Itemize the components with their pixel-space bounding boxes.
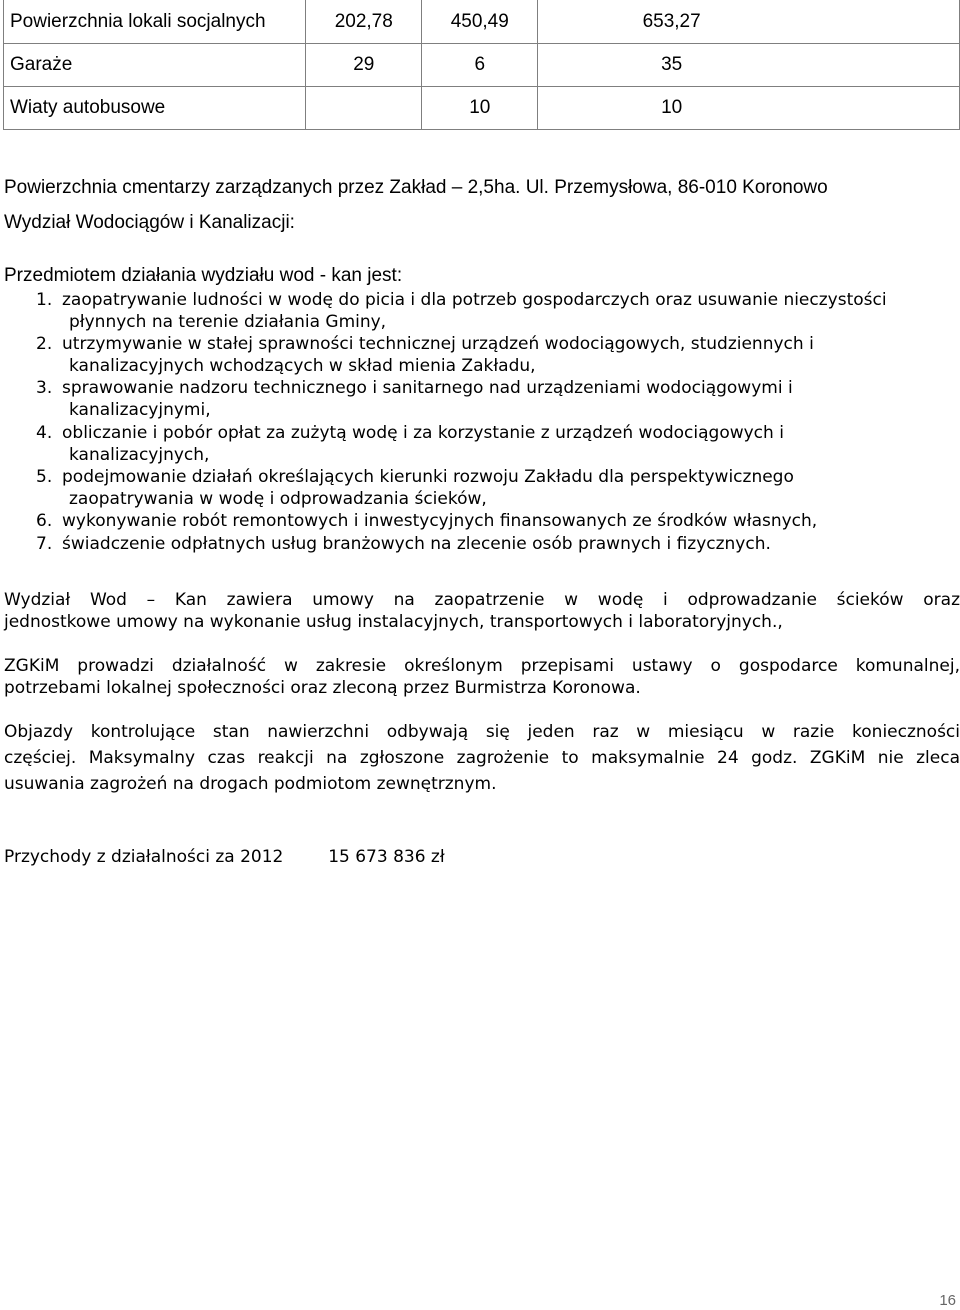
table-cell-value: 450,49 [422, 0, 538, 44]
table-cell-value: 35 [538, 44, 960, 87]
wodkan-paragraph-line: jednostkowe umowy na wykonanie usług instalacyjnych, transportowych i laboratoryjnych., [4, 612, 783, 632]
list-item-text: podejmowanie działań określających kierunki rozwoju Zakładu dla perspektywicznego [62, 467, 794, 487]
list-item-text: zaopatrywanie ludności w wodę do picia i dla potrzeb gospodarczych oraz usuwanie nieczystości [62, 290, 887, 310]
zgkim-paragraph-line: potrzebami lokalnej społeczności oraz zleconą przez Burmistrza Koronowa. [4, 678, 641, 698]
list-item-text: utrzymywanie w stałej sprawności technicznej urządzeń wodociągowych, studziennych i [62, 334, 814, 354]
scope-intro: Przedmiotem działania wydziału wod - kan jest: [4, 265, 403, 286]
table-cell-value: 653,27 [538, 0, 960, 44]
table-cell-value: 10 [538, 87, 960, 130]
table-cell-value: 6 [422, 44, 538, 87]
page-number: 16 [939, 1292, 956, 1309]
list-item-number: 1. [36, 290, 53, 310]
list-item-text-continued: kanalizacyjnych wchodzących w skład mienia Zakładu, [69, 356, 536, 376]
table-cell-value: 10 [422, 87, 538, 130]
table-cell-name: Powierzchnia lokali socjalnych [4, 0, 306, 44]
table-row [4, 0, 960, 44]
objazdy-paragraph-line: Objazdy kontrolujące stan nawierzchni odbywają się jeden raz w miesiącu w razie konieczności [4, 722, 960, 742]
list-item-number: 3. [36, 378, 53, 398]
list-item-text-continued: zaopatrywania w wodę i odprowadzania ścieków, [69, 489, 487, 509]
table-cell-name: Wiaty autobusowe [4, 87, 306, 130]
list-item-text: świadczenie odpłatnych usług branżowych na zlecenie osób prawnych i fizycznych. [62, 534, 771, 554]
revenue-label: Przychody z działalności za 2012 [4, 847, 284, 867]
wodkan-paragraph-line: Wydział Wod – Kan zawiera umowy na zaopatrzenie w wodę i odprowadzanie ścieków oraz [4, 590, 960, 610]
list-item-number: 4. [36, 423, 53, 443]
table-cell-value [306, 87, 422, 130]
zgkim-paragraph-line: ZGKiM prowadzi działalność w zakresie określonym przepisami ustawy o gospodarce komunalnej, [4, 656, 960, 676]
cemetery-area-line: Powierzchnia cmentarzy zarządzanych przez Zakład – 2,5ha. Ul. Przemysłowa, 86-010 Koronowo [4, 177, 828, 198]
list-item-text-continued: kanalizacyjnymi, [69, 400, 211, 420]
table-cell-value: 29 [306, 44, 422, 87]
revenue-value: 15 673 836 zł [328, 847, 445, 867]
area-table [3, 0, 960, 130]
list-item-text: sprawowanie nadzoru technicznego i sanitarnego nad urządzeniami wodociągowymi i [62, 378, 793, 398]
list-item-text: wykonywanie robót remontowych i inwestycyjnych finansowanych ze środków własnych, [62, 511, 818, 531]
list-item-text-continued: kanalizacyjnych, [69, 445, 210, 465]
table-row [4, 87, 960, 130]
objazdy-paragraph-line: usuwania zagrożeń na drogach podmiotom zewnętrznym. [4, 774, 497, 794]
table-row [4, 44, 960, 87]
list-item-number: 5. [36, 467, 53, 487]
list-item-text: obliczanie i pobór opłat za zużytą wodę i za korzystanie z urządzeń wodociągowych i [62, 423, 784, 443]
table-cell-name: Garaże [4, 44, 306, 87]
objazdy-paragraph-line: częściej. Maksymalny czas reakcji na zgłoszone zagrożenie to maksymalnie 24 godz. ZGKiM nie zleca [4, 748, 960, 768]
list-item-text-continued: płynnych na terenie działania Gminy, [69, 312, 387, 332]
list-item-number: 6. [36, 511, 53, 531]
table-cell-value: 202,78 [306, 0, 422, 44]
department-heading: Wydział Wodociągów i Kanalizacji: [4, 212, 295, 233]
revenue-line [4, 847, 445, 867]
list-item-number: 2. [36, 334, 53, 354]
list-item-number: 7. [36, 534, 53, 554]
